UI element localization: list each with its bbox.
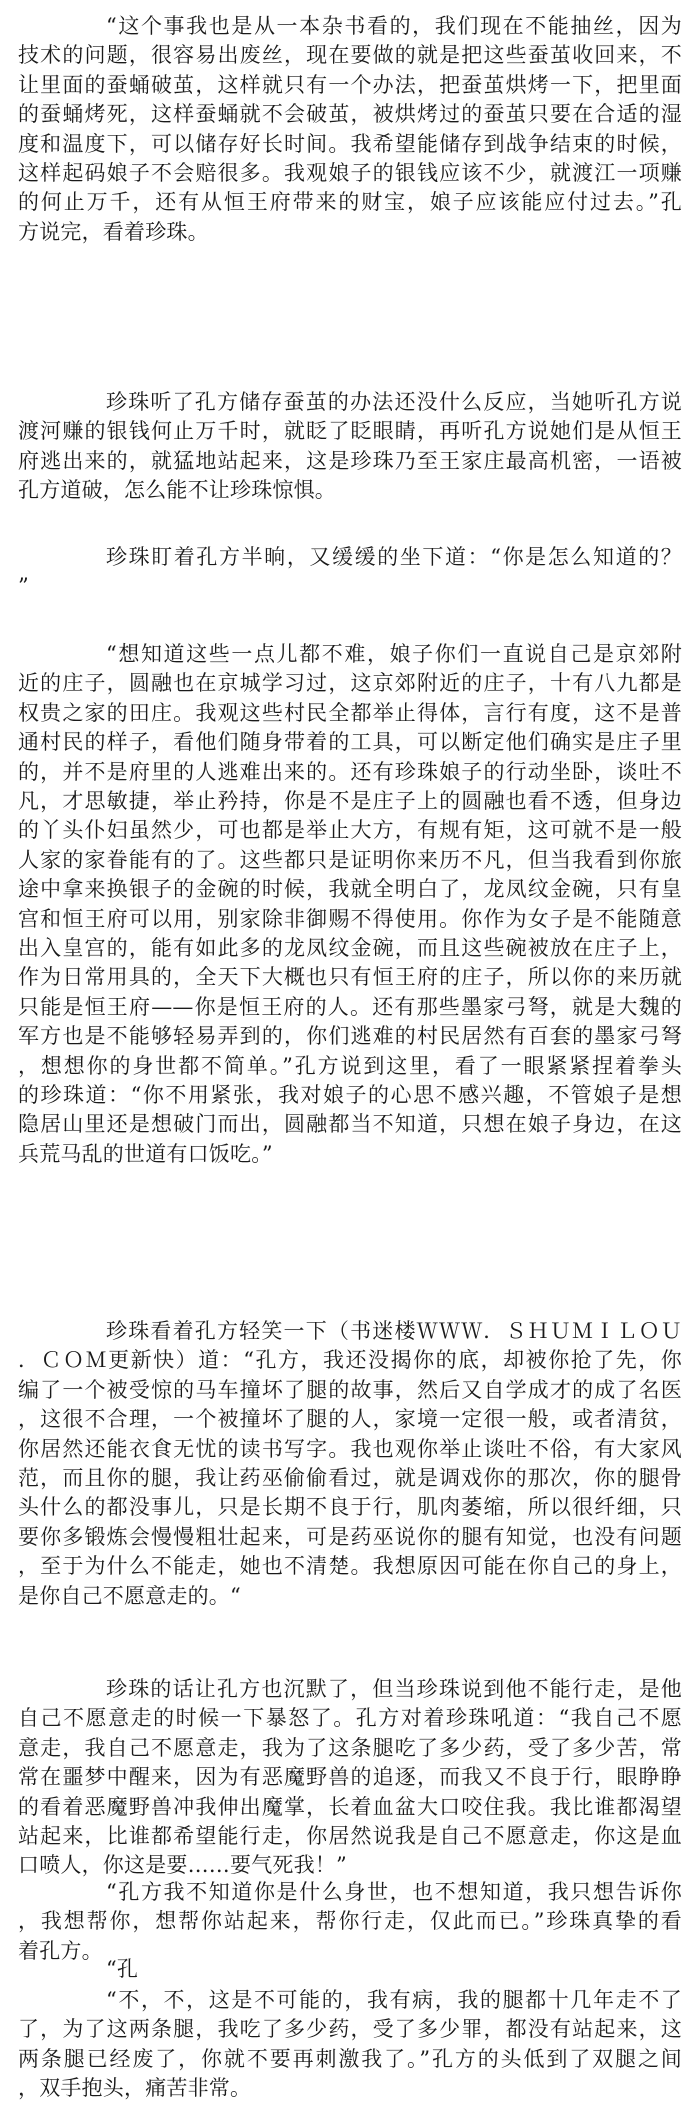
- text-line: ．ＣＯＭ更新快）道：“孔方，我还没揭你的底，却被你抢了先，你: [18, 1348, 682, 1373]
- text-line: 宫和恒王府可以用，别家除非御赐不得使用。你作为女子是不能随意: [18, 906, 682, 931]
- text-line: 是你自己不愿意走的。“: [18, 1583, 241, 1608]
- text-line: 权贵之家的田庄。我观这些村民全都举止得体，言行有度，这不是普: [18, 700, 682, 725]
- text-line: 的珍珠道：“你不用紧张，我对娘子的心思不感兴趣，不管娘子是想: [18, 1083, 682, 1107]
- text-line: ，双手抱头，痛苦非常。: [18, 2076, 252, 2101]
- text-line: 口喷人，你这是要……要气死我！”: [18, 1853, 347, 1878]
- text-line: “孔方我不知道你是什么身世，也不想知道，我只想告诉你: [106, 1880, 682, 1904]
- text-line: 这样起码娘子不会赔很多。我观娘子的银钱应该不少，就渡江一项赚: [18, 161, 682, 185]
- text-line: 方说完，看着珍珠。: [18, 219, 209, 244]
- text-line: 凡，才思敏捷，举止矜持，你是不是庄子上的圆融也看不透，但身边: [18, 789, 682, 813]
- text-line: 珍珠看着孔方轻笑一下（书迷楼ＷＷＷ．ＳＨＵＭＩＬＯＵ: [106, 1319, 682, 1343]
- text-line: “孔: [106, 1957, 139, 1981]
- text-line: 的何止万千，还有从恒王府带来的财宝，娘子应该能应付过去。”孔: [18, 190, 682, 215]
- text-line: 技术的问题，很容易出废丝，现在要做的就是把这些蚕茧收回来，不: [18, 43, 682, 68]
- text-line: 两条腿已经废了，你就不要再刺激我了。”孔方的头低到了双腿之间: [18, 2046, 682, 2071]
- text-line: 的丫头仆妇虽然少，可也都是举止大方，有规有矩，这可就不是一般: [18, 818, 682, 843]
- text-line: 的，并不是府里的人逃难出来的。还有珍珠娘子的行动坐卧，谈吐不: [18, 759, 682, 784]
- text-line: 站起来，比谁都希望能行走，你居然说我是自己不愿意走，你这是血: [18, 1824, 682, 1848]
- text-line: 范，而且你的腿，我让药巫偷偷看过，就是调戏你的那次，你的腿骨: [18, 1466, 682, 1490]
- text-line: ，想想你的身世都不简单。”孔方说到这里，看了一眼紧紧捏着拳头: [18, 1053, 682, 1078]
- text-line: 出入皇宫的，能有如此多的龙凤纹金碗，而且这些碗被放在庄子上，: [18, 936, 682, 960]
- text-line: 头什么的都没事儿，只是长期不良于行，肌肉萎缩，所以很纤细，只: [18, 1495, 682, 1520]
- text-line: 你居然还能衣食无忧的读书写字。我也观你举止谈吐不俗，有大家风: [18, 1436, 682, 1461]
- text-line: 途中拿来换银子的金碗的时候，我就全明白了，龙凤纹金碗，只有皇: [18, 877, 682, 902]
- text-line: 让里面的蚕蛹破茧，这样就只有一个办法，把蚕茧烘烤一下，把里面: [18, 72, 682, 97]
- text-line: 意走，我自己不愿意走，我为了这条腿吃了多少药，受了多少苦，常: [18, 1735, 682, 1760]
- text-line: “不，不，这是不可能的，我有病，我的腿都十几年走不了: [106, 1988, 682, 2012]
- text-line: 兵荒马乱的世道有口饭吃。”: [18, 1141, 273, 1166]
- text-line: 渡河赚的银钱何止万千时，就眨了眨眼睛，再听孔方说她们是从恒王: [18, 419, 682, 444]
- text-line: 作为日常用具的，全天下大概也只有恒王府的庄子，所以你的来历就: [18, 965, 682, 990]
- text-line: ，这很不合理，一个被撞坏了腿的人，家境一定很一般，或者清贫，: [18, 1407, 682, 1432]
- text-line: 人家的家眷能有的了。这些都只是证明你来历不凡，但当我看到你旅: [18, 847, 682, 872]
- text-line: 孔方道破，怎么能不让珍珠惊惧。: [18, 478, 336, 503]
- text-line: 着孔方。: [18, 1938, 103, 1963]
- text-line: 珍珠听了孔方储存蚕茧的办法还没什么反应，当她听孔方说: [106, 390, 682, 414]
- text-line: 府逃出来的，就猛地站起来，这是珍珠乃至王家庄最高机密，一语被: [18, 448, 682, 473]
- text-line: 的蚕蛹烤死，这样蚕蛹就不会破茧，被烘烤过的蚕茧只要在合适的湿: [18, 102, 682, 127]
- text-line: 近的庄子，圆融也在京城学习过，这京郊附近的庄子，十有八九都是: [18, 671, 682, 696]
- text-line: ”: [18, 574, 29, 599]
- text-line: 了，为了这两条腿，我吃了多少药，受了多少罪，都没有站起来，这: [18, 2017, 682, 2042]
- text-line: ，我想帮你，想帮你站起来，帮你行走，仅此而已。”珍珠真挚的看: [18, 1909, 682, 1934]
- text-line: 隐居山里还是想破门而出，圆融都当不知道，只想在娘子身边，在这: [18, 1112, 682, 1137]
- text-line: 要你多锻炼会慢慢粗壮起来，可是药巫说你的腿有知觉，也没有问题: [18, 1524, 682, 1549]
- text-line: “想知道这些一点儿都不难，娘子你们一直说自己是京郊附: [106, 642, 682, 666]
- text-line: 常在噩梦中醒来，因为有恶魔野兽的追逐，而我又不良于行，眼睁睁: [18, 1765, 682, 1790]
- text-line: 珍珠盯着孔方半晌，又缓缓的坐下道：“你是怎么知道的？: [106, 545, 682, 569]
- text-line: 度和温度下，可以储存好长时间。我希望能储存到战争结束的时候，: [18, 131, 682, 156]
- text-line: 编了一个被受惊的马车撞坏了腿的故事，然后又自学成才的成了名医: [18, 1377, 682, 1402]
- text-line: 只能是恒王府——你是恒王府的人。还有那些墨家弓弩，就是大魏的: [18, 994, 682, 1019]
- text-line: 珍珠的话让孔方也沉默了，但当珍珠说到他不能行走，是他: [106, 1677, 682, 1701]
- text-line: 军方也是不能够轻易弄到的，你们逃难的村民居然有百套的墨家弓弩: [18, 1024, 682, 1049]
- text-line: 的看着恶魔野兽冲我伸出魔掌，长着血盆大口咬住我。我比谁都渴望: [18, 1794, 682, 1819]
- text-line: 通村民的样子，看他们随身带着的工具，可以断定他们确实是庄子里: [18, 730, 682, 755]
- text-line: ，至于为什么不能走，她也不清楚。我想原因可能在你自己的身上，: [18, 1554, 682, 1579]
- text-line: 自己不愿意走的时候一下暴怒了。孔方对着珍珠吼道：“我自己不愿: [18, 1706, 682, 1731]
- text-line: “这个事我也是从一本杂书看的，我们现在不能抽丝，因为: [106, 14, 682, 38]
